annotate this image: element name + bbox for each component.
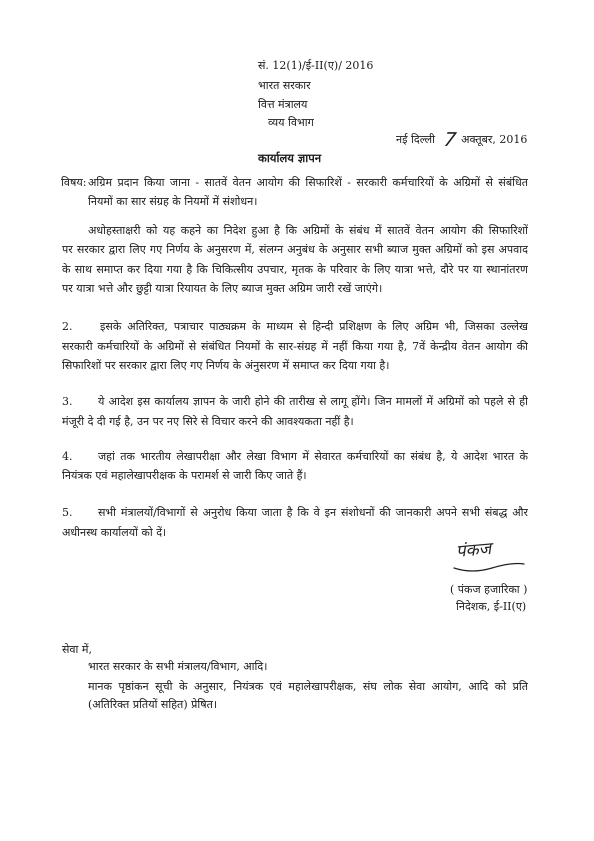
paragraph-2-line: इसके अतिरिक्त, पत्राचार पाठ्यक्रम के माध्यम से हिन्दी प्रशिक्षण के लिए अग्रिम भी, जिसका उल्लेख [100,320,528,333]
subject-label: विषय: [61,176,87,189]
date-place: नई दिल्ली [396,133,435,146]
paragraph-4-line: जहां तक भारतीय लेखापरीक्षा और लेखा विभाग में सेवारत कर्मचारियों का संबंध है, ये आदेश भारत के [98,450,528,463]
distribution-item-line: (अतिरिक्त प्रतियों सहित) प्रेषित। [88,698,218,711]
distribution-salutation: सेवा में, [62,643,92,656]
document-title: कार्यालय ज्ञापन [258,151,322,165]
subject-line: अग्रिम प्रदान किया जाना - सातवें वेतन आयोग की सिफारिशें - सरकारी कर्मचारियों के अग्रिमों से संबंधित [88,176,528,189]
date-line [396,131,527,149]
paragraph-number: 5. [62,506,73,519]
signatory-designation: निदेशक, ई-II(ए) [456,600,527,613]
paragraph-1-line: पर सरकार द्वारा लिए गए निर्णय के अनुसरण में, संलग्न अनुबंध के अनुसार सभी ब्याज मुक्त अग्रिमों को इस अपवाद [62,243,528,256]
handwritten-signature: पंकज [455,538,493,562]
paragraph-2-line: सिफारिशों पर सरकार द्वारा लिए गए निर्णय के अंनुसरण में समाप्त कर दिया गया है। [62,359,390,372]
paragraph-number: 3. [62,395,73,408]
paragraph-3-line: ये आदेश इस कार्यालय ज्ञापन के जारी होने की तारीख से लागू होंगे। जिन मामलों में अग्रिमों को पहले से ही [98,395,528,408]
paragraph-5-line: सभी मंत्रालयों/विभागों से अनुरोध किया जाता है कि वे इन संशोधनों की जानकारी अपने सभी संबद्ध और [98,506,528,519]
distribution-item-line: मानक पृष्ठांकन सूची के अनुसार, नियंत्रक एवं महालेखापरीक्षक, संघ लोक सेवा आयोग, आदि को प्रति [88,680,528,693]
paragraph-3-line: मंजूरी दे दी गई है, उन पर नए सिरे से विचार करने की आवश्यकता नहीं है। [62,415,354,428]
ministry-name: वित्त मंत्रालय [258,98,308,111]
date-month-year: अक्तूबर, 2016 [461,133,528,146]
paragraph-5-line: अधीनस्थ कार्यालयों को दें। [62,526,167,539]
paragraph-1-line: अधोहस्ताक्षरी को यह कहने का निदेश हुआ है कि अग्रिमों के संबंध में सातवें वेतन आयोग की सिफारिशों [88,224,528,237]
signature-stroke [450,556,530,576]
signatory-name: ( पंकज हजारिका ) [450,583,528,596]
government-name: भारत सरकार [258,79,311,92]
paragraph-4-line: नियंत्रक एवं महालेखापरीक्षक के परामर्श से जारी किए जाते हैं। [62,469,307,482]
date-day-handwritten: 7 [442,129,458,151]
paragraph-number: 4. [62,450,73,463]
subject-line: नियमों का सार संग्रह के नियमों में संशोधन। [88,195,258,208]
paragraph-1-line: के साथ समाप्त कर दिया गया है कि चिकित्सीय उपचार, मृतक के परिवार के लिए यात्रा भत्ते, दौरे पर या स्थानांतरण [62,263,528,276]
paragraph-number: 2. [62,320,73,333]
distribution-item-line: भारत सरकार के सभी मंत्रालय/विभाग, आदि। [88,660,268,673]
department-name: व्यय विभाग [268,116,314,129]
paragraph-1-line: पर यात्रा भत्ते और छुट्टी यात्रा रियायत के लिए ब्याज मुक्त अग्रिम जारी रखें जाएंगे। [62,282,383,295]
file-number: सं. 12(1)/ई-II(ए)/ 2016 [258,59,374,72]
paragraph-2-line: सरकारी कर्मचारियों के अग्रिमों से संबंधित नियमों के सार-संग्रह में नहीं किया गया है, 7वें केन्द्रीय वेतन आयोग की [62,340,528,353]
